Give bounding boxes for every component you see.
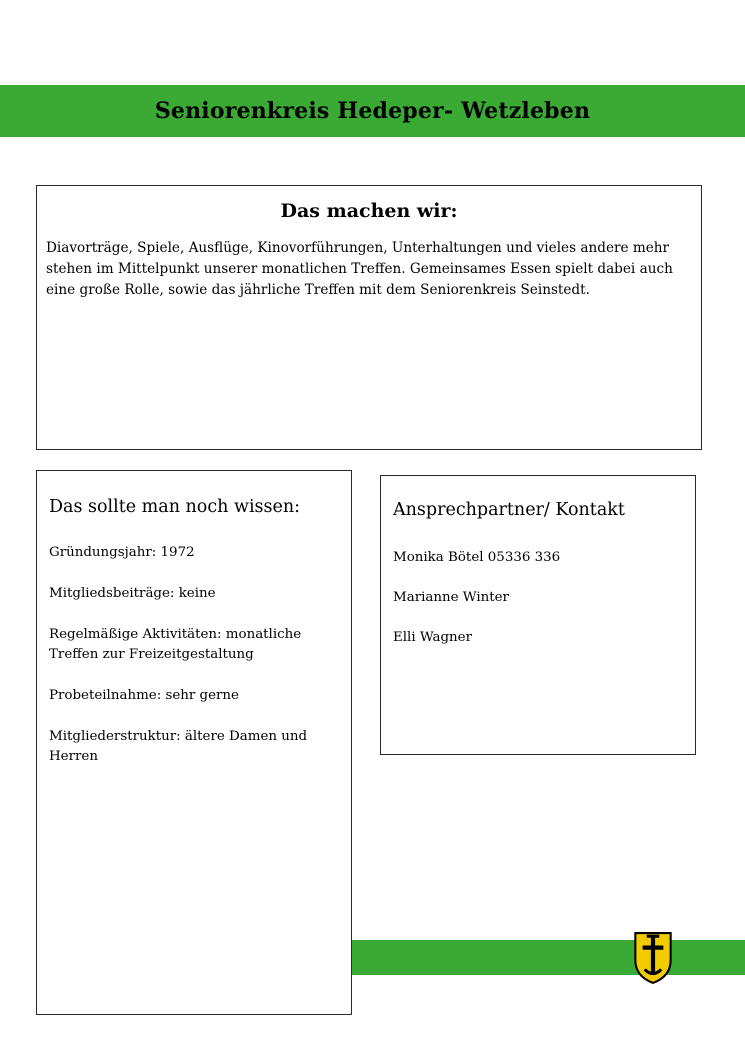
fact-founding-year: Gründungsjahr: 1972 [49,545,195,560]
about-box [36,185,702,450]
title-banner [0,85,745,137]
facts-title: Das sollte man noch wissen: [49,497,301,517]
page-title: Seniorenkreis Hedeper- Wetzleben [154,98,591,124]
contact-person-3: Elli Wagner [393,630,472,645]
facts-box [36,470,352,1015]
contact-person-2: Marianne Winter [393,590,509,605]
fact-trial-participation: Probeteilnahme: sehr gerne [49,688,239,703]
fact-membership-fee: Mitgliedsbeiträge: keine [49,586,216,601]
contact-person-1: Monika Bötel 05336 336 [393,550,561,565]
about-title: Das machen wir: [280,200,458,222]
coat-of-arms-icon [632,931,674,985]
fact-member-structure: Mitgliederstruktur: ältere Damen und Herren [49,729,308,764]
fact-activities: Regelmäßige Aktivitäten: monatliche Treffen zur Freizeitgestaltung [49,627,302,662]
about-body: Diavorträge, Spiele, Ausflüge, Kinovorführungen, Unterhaltungen und vieles andere mehr stehen im Mittelpunkt unserer monatlichen Treffen. Gemeinsames Essen spielt dabei auch eine große Rolle, sowie das jährliche Treffen mit dem Seniorenkreis Seinstedt. [46,240,673,298]
footer-bar [352,940,745,975]
contact-box [380,475,696,755]
contact-title: Ansprechpartner/ Kontakt [393,500,625,520]
